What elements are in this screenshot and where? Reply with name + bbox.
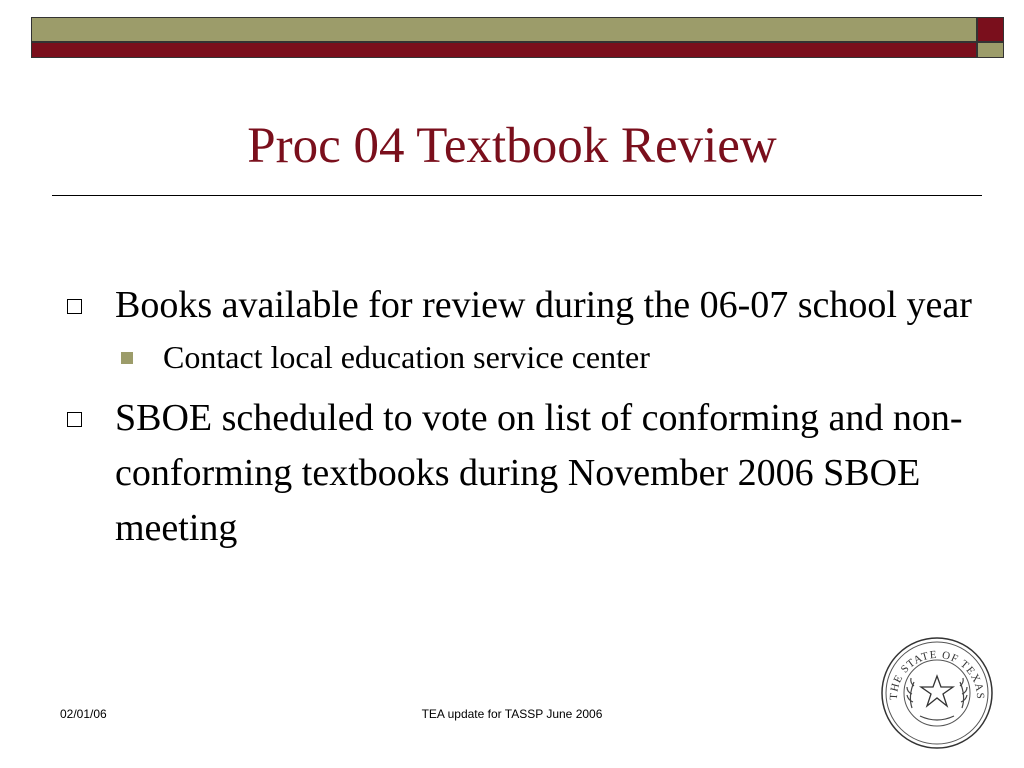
footer-date: 02/01/06: [60, 707, 107, 721]
bullet-text: Books available for review during the 06-07 school year: [115, 284, 972, 326]
bullet-item: [64, 278, 974, 333]
bullet-text: SBOE scheduled to vote on list of conforming and non-conforming textbooks during November 2006 SBOE meeting: [115, 397, 963, 549]
sub-bullet-text: Contact local education service center: [163, 339, 650, 375]
bullet-list: [64, 278, 974, 562]
seal-text: THE STATE OF TEXAS: [887, 648, 987, 701]
texas-seal-icon: [880, 636, 994, 750]
corner-block-maroon: [977, 17, 1004, 42]
footer-title: TEA update for TASSP June 2006: [421, 707, 603, 721]
filled-square-bullet-icon: [121, 352, 133, 364]
top-bar-olive: [31, 17, 977, 42]
slide-title: Proc 04 Textbook Review: [247, 118, 777, 174]
sub-bullet-item: [64, 335, 974, 379]
hollow-square-bullet-icon: [67, 412, 82, 427]
corner-block-olive: [977, 42, 1004, 58]
hollow-square-bullet-icon: [67, 299, 82, 314]
bullet-item: [64, 391, 974, 556]
title-divider: [52, 195, 982, 196]
top-bar-maroon: [31, 42, 977, 58]
